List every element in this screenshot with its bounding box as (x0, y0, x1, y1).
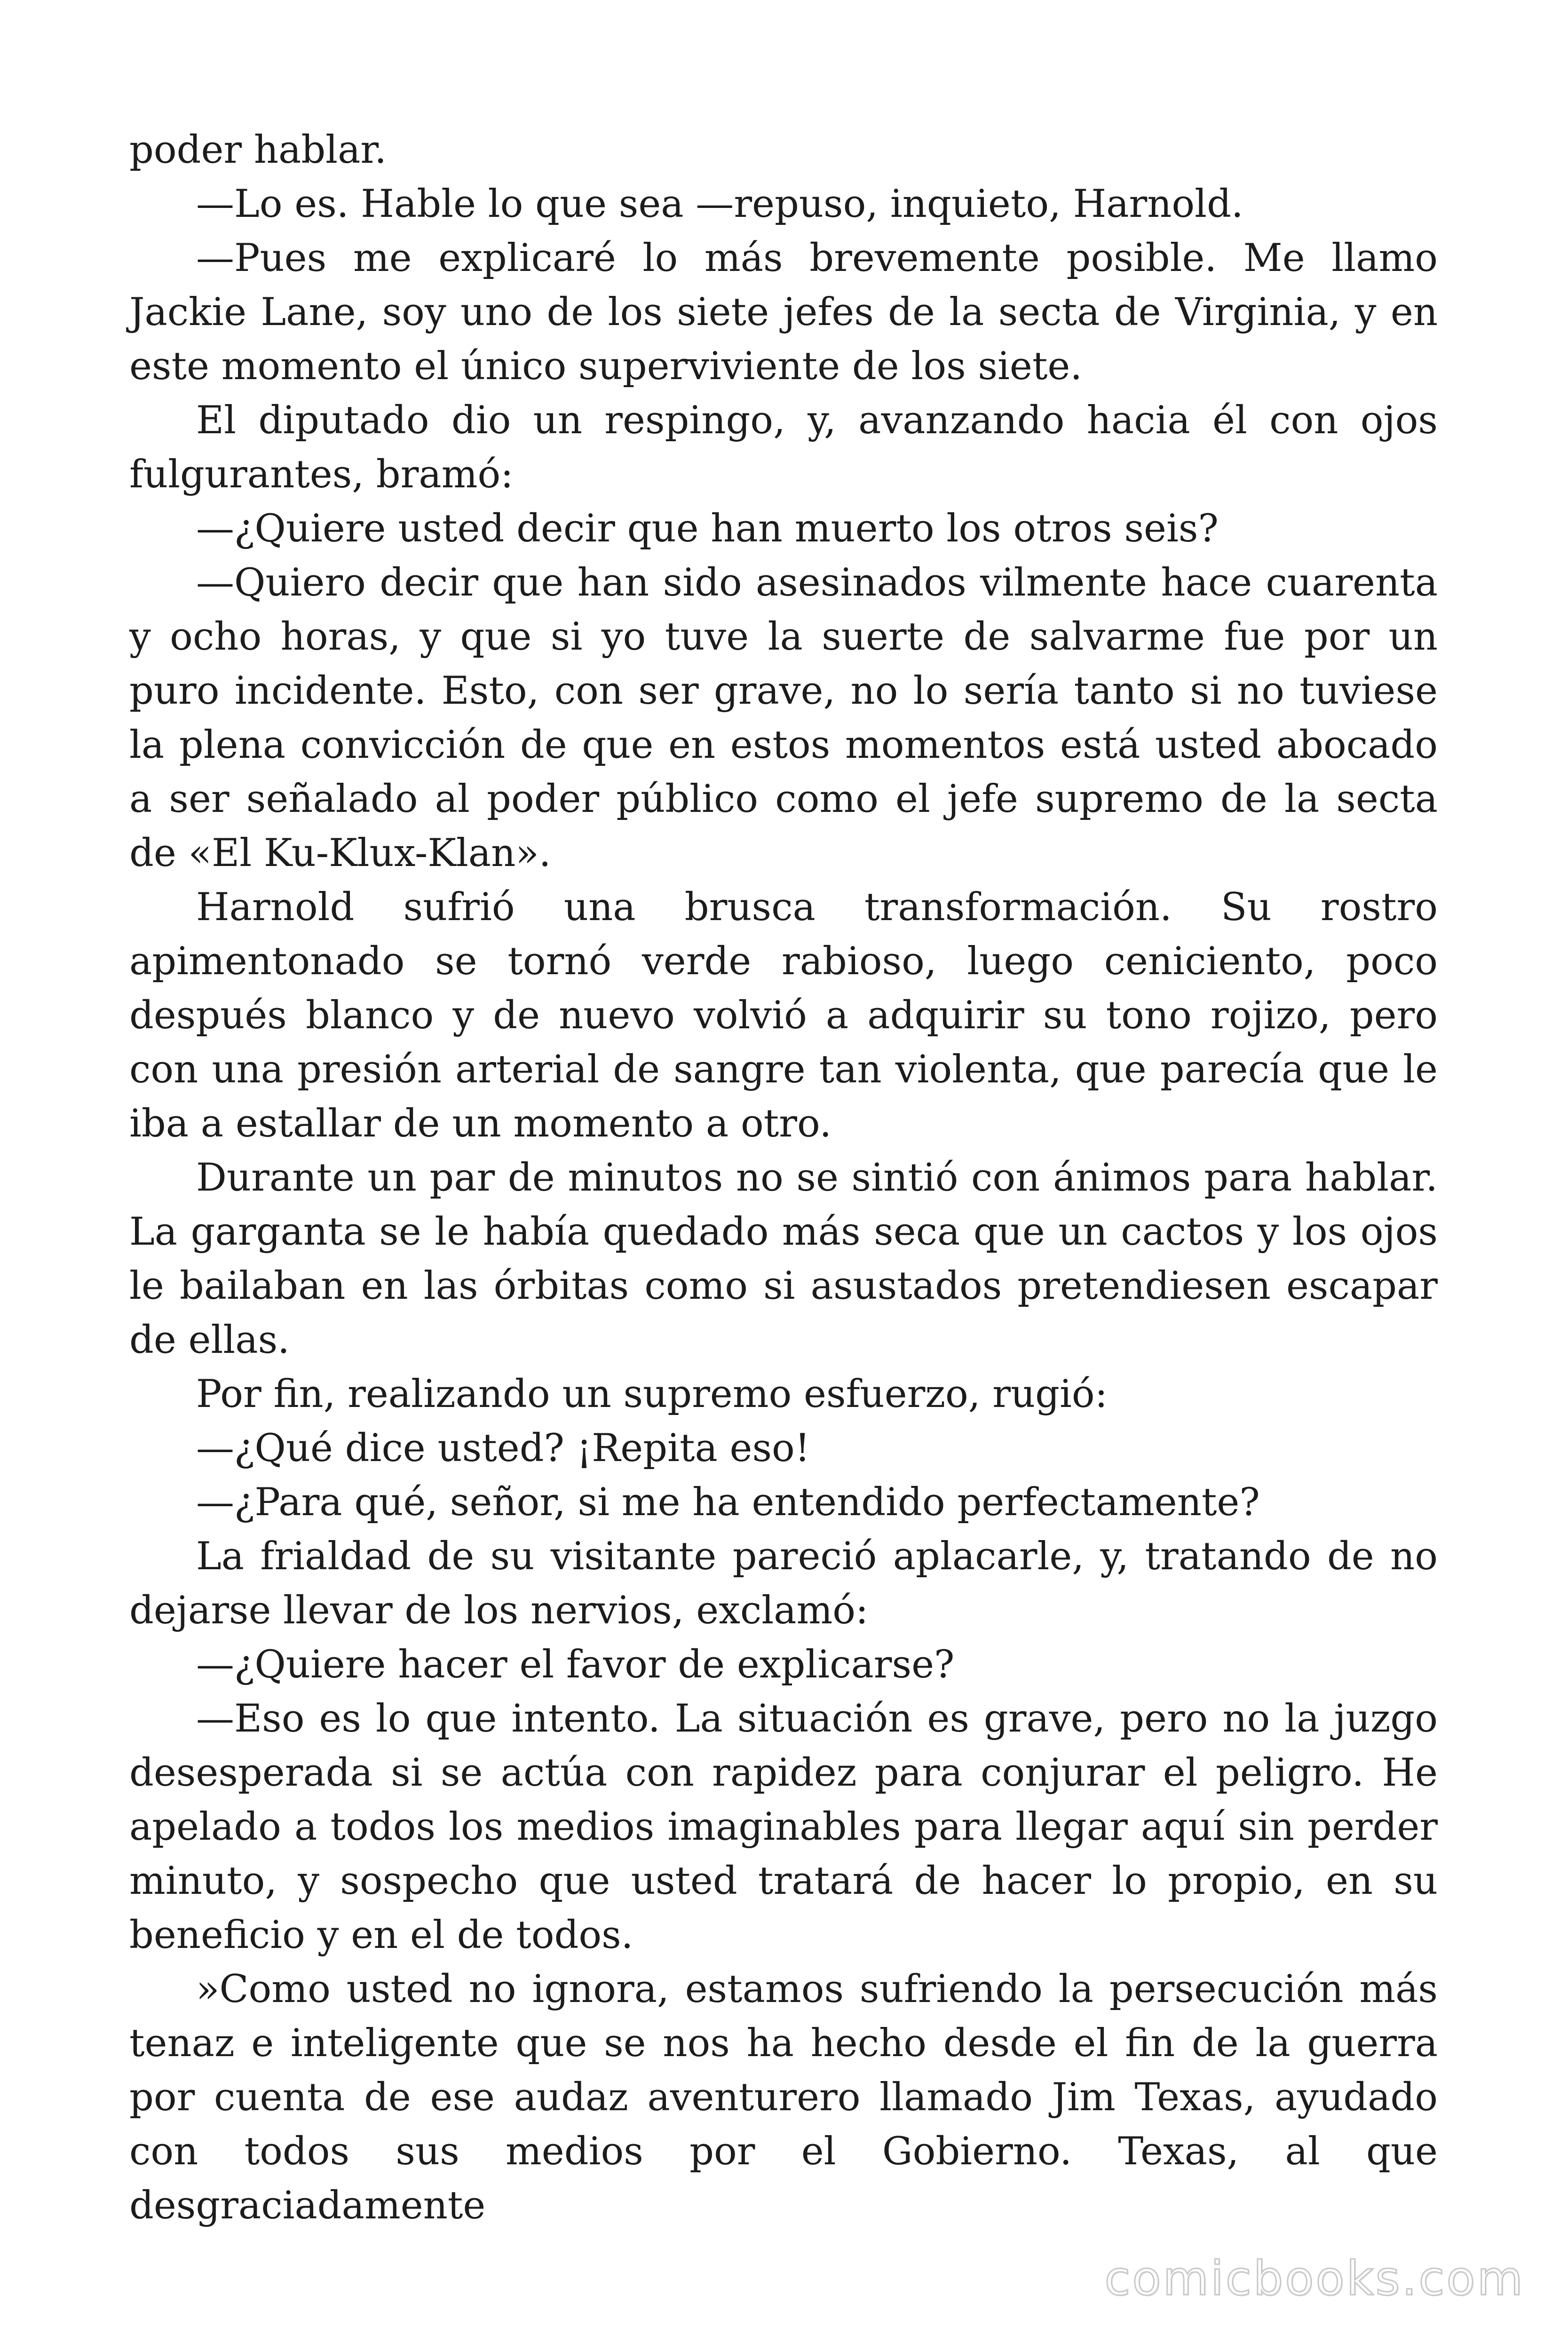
paragraph: Por fin, realizando un supremo esfuerzo, rugió: (196, 1372, 1108, 1416)
paragraph: —Quiero decir que han sido asesinados vilmente hace cuarenta y ocho horas, y que si yo tuve la suerte de salvarme fue por un puro incidente. Esto, con ser grave, no lo sería tanto si no tuviese la plena convicción de que en estos momentos está usted abocado a ser señalado al poder público como el jefe supremo de la secta de «El Ku-Klux-Klan». (129, 561, 1438, 875)
paragraph: Durante un par de minutos no se sintió con ánimos para hablar. La garganta se le había quedado más seca que un cactos y los ojos le bailaban en las órbitas como si asustados pretendiesen escapar de ellas. (129, 1156, 1438, 1362)
paragraph: La frialdad de su visitante pareció aplacarle, y, tratando de no dejarse llevar de los nervios, exclamó: (129, 1534, 1438, 1633)
page-body (129, 123, 1438, 2233)
paragraph: poder hablar. (129, 128, 387, 172)
paragraph: »Como usted no ignora, estamos sufriendo la persecución más tenaz e inteligente que se nos ha hecho desde el fin de la guerra por cuenta de ese audaz aventurero llamado Jim Texas, ayudado con todos sus medios por el Gobierno. Texas, al que desgraciadamente (129, 1967, 1438, 2228)
paragraph: —¿Qué dice usted? ¡Repita eso! (196, 1426, 810, 1470)
paragraph: —Pues me explicaré lo más brevemente posible. Me llamo Jackie Lane, soy uno de los siete jefes de la secta de Virginia, y en este momento el único superviviente de los siete. (129, 236, 1438, 389)
paragraph: —¿Quiere usted decir que han muerto los otros seis? (196, 507, 1219, 551)
watermark: comicbooks.com (1104, 2251, 1525, 2306)
paragraph: —Lo es. Hable lo que sea —repuso, inquieto, Harnold. (196, 182, 1243, 226)
paragraph: —¿Quiere hacer el favor de explicarse? (196, 1643, 955, 1687)
paragraph: —Eso es lo que intento. La situación es grave, pero no la juzgo desesperada si se actúa con rapidez para conjurar el peligro. He apelado a todos los medios imaginables para llegar aquí sin perder minuto, y sospecho que usted tratará de hacer lo propio, en su beneficio y en el de todos. (129, 1697, 1438, 1957)
paragraph: —¿Para qué, señor, si me ha entendido perfectamente? (196, 1480, 1260, 1525)
paragraph: El diputado dio un respingo, y, avanzando hacia él con ojos fulgurantes, bramó: (129, 398, 1438, 497)
paragraph: Harnold sufrió una brusca transformación. Su rostro apimentonado se tornó verde rabioso, luego ceniciento, poco después blanco y de nuevo volvió a adquirir su tono rojizo, pero con una presión arterial de sangre tan violenta, que parecía que le iba a estallar de un momento a otro. (129, 885, 1438, 1146)
